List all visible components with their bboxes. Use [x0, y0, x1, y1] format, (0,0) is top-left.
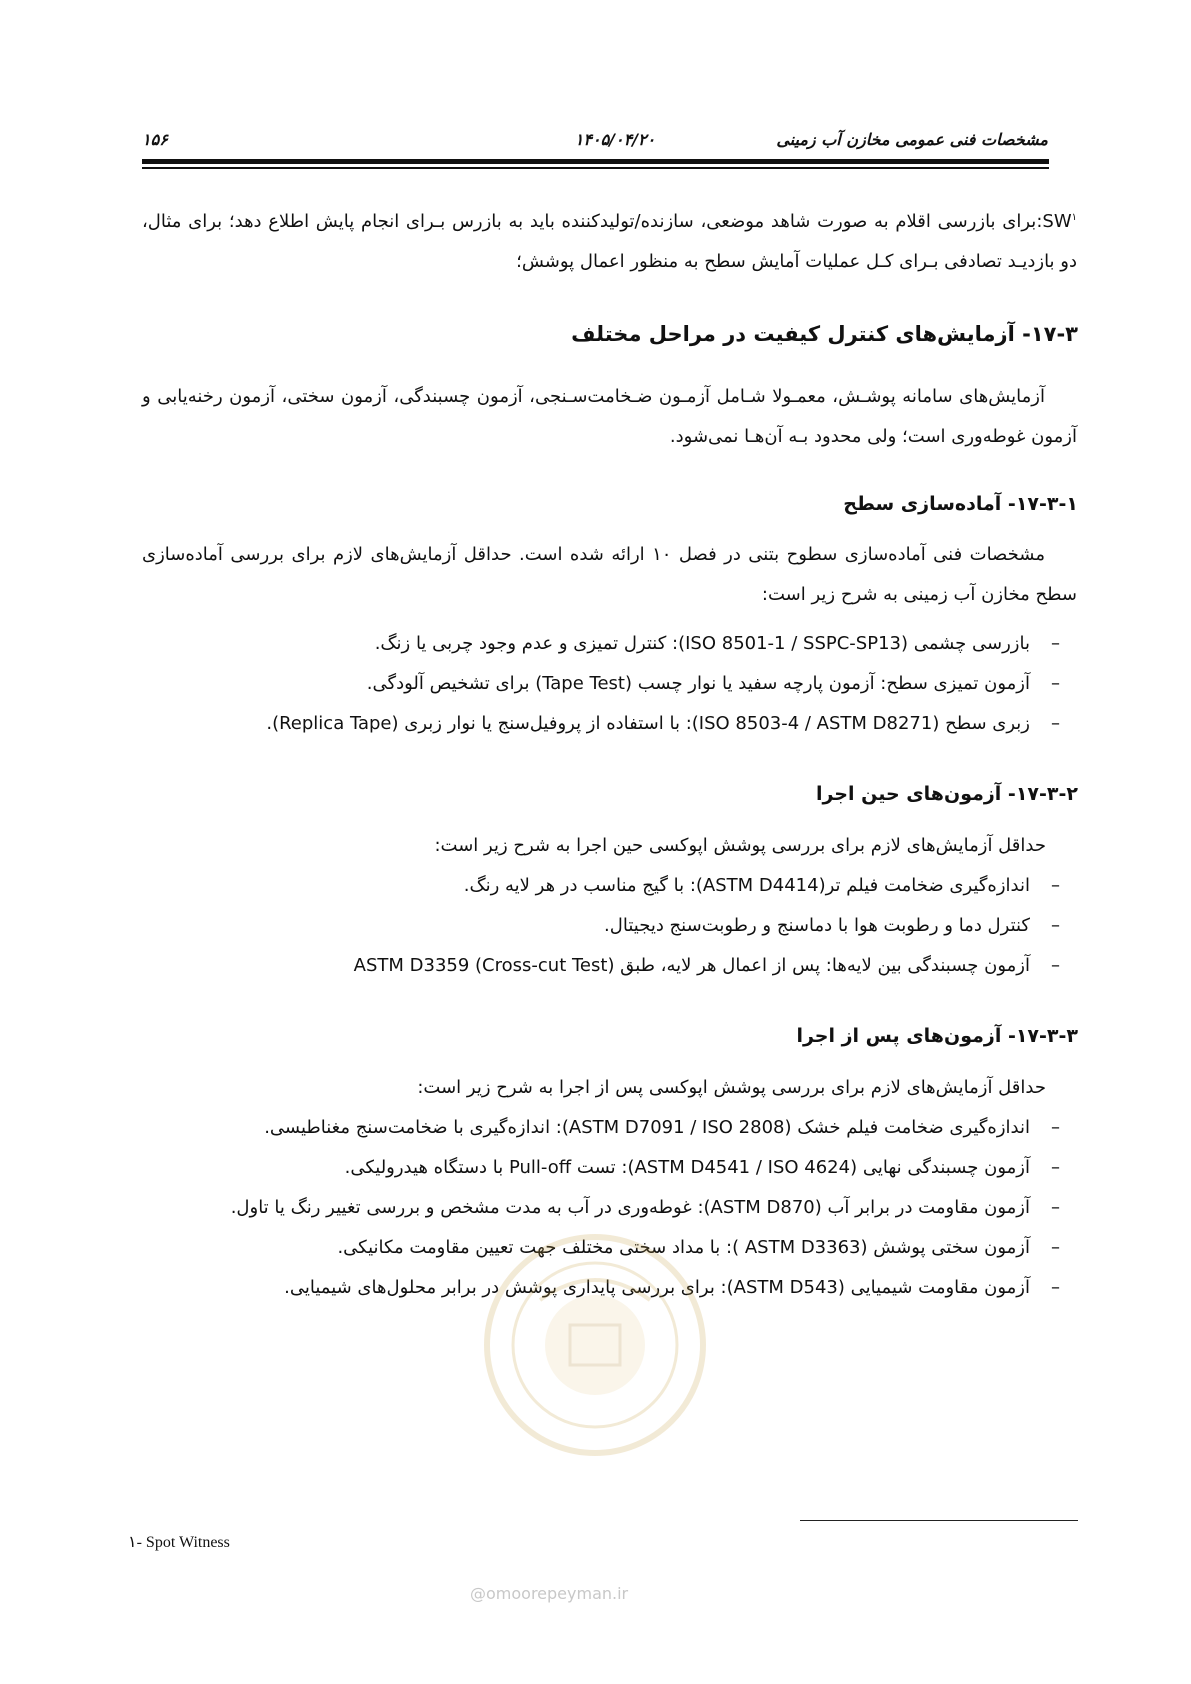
list-item: – آزمون سختی پوشش (ASTM D3363 ): با مداد سختی مختلف جهت تعیین مقاومت مکانیکی. [231, 1228, 1078, 1268]
watermark-seal-icon [480, 1230, 710, 1460]
subsection-2-paragraph: حداقل آزمایش‌های لازم برای بررسی پوشش اپوکسی حین اجرا به شرح زیر است: [434, 835, 1046, 856]
list-item: – بازرسی چشمی (ISO 8501-1 / SSPC-SP13): کنترل تمیزی و عدم وجود چربی یا زنگ. [266, 624, 1078, 664]
list-item: – آزمون مقاومت شیمیایی (ASTM D543): برای بررسی پایداری پوشش در برابر محلول‌های شیمیایی. [231, 1268, 1078, 1308]
header-rule-thick [142, 159, 1049, 164]
section-paragraph: آزمایش‌های سامانه پوشـش، معمـولا شـامل آزمـون ضـخامت‌سـنجی، آزمون چسبندگی، آزمون سختی، آزمون رخنه‌یابی و آزمون غوطه‌وری است؛ ولی محدود بـه آن‌هـا نمی‌شود. [142, 386, 1077, 447]
bullet-dash: – [1051, 1157, 1060, 1178]
bullet-dash: – [1051, 875, 1060, 896]
bullet-dash: – [1051, 713, 1060, 734]
list-item: – کنترل دما و رطوبت هوا با دماسنج و رطوبت‌سنج دیجیتال. [354, 906, 1078, 946]
bullet-dash: – [1051, 1277, 1060, 1298]
list-item: – آزمون چسبندگی نهایی (ASTM D4541 / ISO 4624): تست Pull-off با دستگاه هیدرولیکی. [231, 1148, 1078, 1188]
section-heading: ۱۷-۳- آزمایش‌های کنترل کیفیت در مراحل مختلف [571, 322, 1078, 346]
intro-text: :برای بازرسی اقلام به صورت شاهد موضعی، سازنده/تولیدکننده باید به بازرس بـرای انجام پایش اطلاع دهد؛ برای مثال، دو بازدیـد تصادفی بـرای کـل عملیات آمایش سطح به منظور اعمال پوشش؛ [142, 211, 1077, 272]
list-item: – زبری سطح (ISO 8503-4 / ASTM D8271): با استفاده از پروفیل‌سنج یا نوار زبری (Replica Tape). [266, 704, 1078, 744]
intro-paragraph [142, 198, 1077, 282]
bullet-dash: – [1051, 633, 1060, 654]
page-number: ۱۵۶ [142, 130, 168, 149]
list-item: – اندازه‌گیری ضخامت فیلم تر(ASTM D4414): با گیج مناسب در هر لایه رنگ. [354, 866, 1078, 906]
bullet-dash: – [1051, 1117, 1060, 1138]
subsection-2-heading: ۱۷-۳-۲- آزمون‌های حین اجرا [815, 783, 1078, 805]
watermark-text: @omoorepeyman.ir [470, 1584, 629, 1603]
bullet-dash: – [1051, 1237, 1060, 1258]
footnote-text: ۱- Spot Witness [128, 1534, 230, 1551]
list-item: – اندازه‌گیری ضخامت فیلم خشک (ASTM D7091 / ISO 2808): اندازه‌گیری با ضخامت‌سنج مغناطیسی. [231, 1108, 1078, 1148]
subsection-1-paragraph: مشخصات فنی آماده‌سازی سطوح بتنی در فصل ۱۰ ارائه شده است. حداقل آزمایش‌های لازم برای بررسی آماده‌سازی سطح مخازن آب زمینی به شرح زیر است: [142, 544, 1077, 605]
bullet-dash: – [1051, 673, 1060, 694]
bullet-dash: – [1051, 955, 1060, 976]
bullet-dash: – [1051, 915, 1060, 936]
subsection-1-heading: ۱۷-۳-۱- آماده‌سازی سطح [843, 493, 1078, 515]
header-date: ۱۴۰۵/۰۴/۲۰ [574, 130, 656, 149]
header-title: مشخصات فنی عمومی مخازن آب زمینی [776, 130, 1048, 149]
bullet-dash: – [1051, 1197, 1060, 1218]
list-item: – آزمون چسبندگی بین لایه‌ها: پس از اعمال هر لایه، طبق (ASTM D3359 (Cross-cut Test [354, 946, 1078, 986]
footnote-rule [800, 1520, 1078, 1521]
list-item: – آزمون تمیزی سطح: آزمون پارچه سفید یا نوار چسب (Tape Test) برای تشخیص آلودگی. [266, 664, 1078, 704]
subsection-2-list [354, 866, 1078, 986]
subsection-1-list [266, 624, 1078, 744]
subsection-3-heading: ۱۷-۳-۳- آزمون‌های پس از اجرا [796, 1025, 1078, 1047]
intro-abbr: $SW^۱$ [1042, 211, 1077, 232]
header-rule-thin [142, 167, 1049, 169]
footnote-mark: ۱ [1071, 212, 1077, 223]
list-item: – آزمون مقاومت در برابر آب (ASTM D870): غوطه‌وری در آب به مدت مشخص و بررسی تغییر رنگ یا تاول. [231, 1188, 1078, 1228]
subsection-3-paragraph: حداقل آزمایش‌های لازم برای بررسی پوشش اپوکسی پس از اجرا به شرح زیر است: [417, 1077, 1046, 1098]
